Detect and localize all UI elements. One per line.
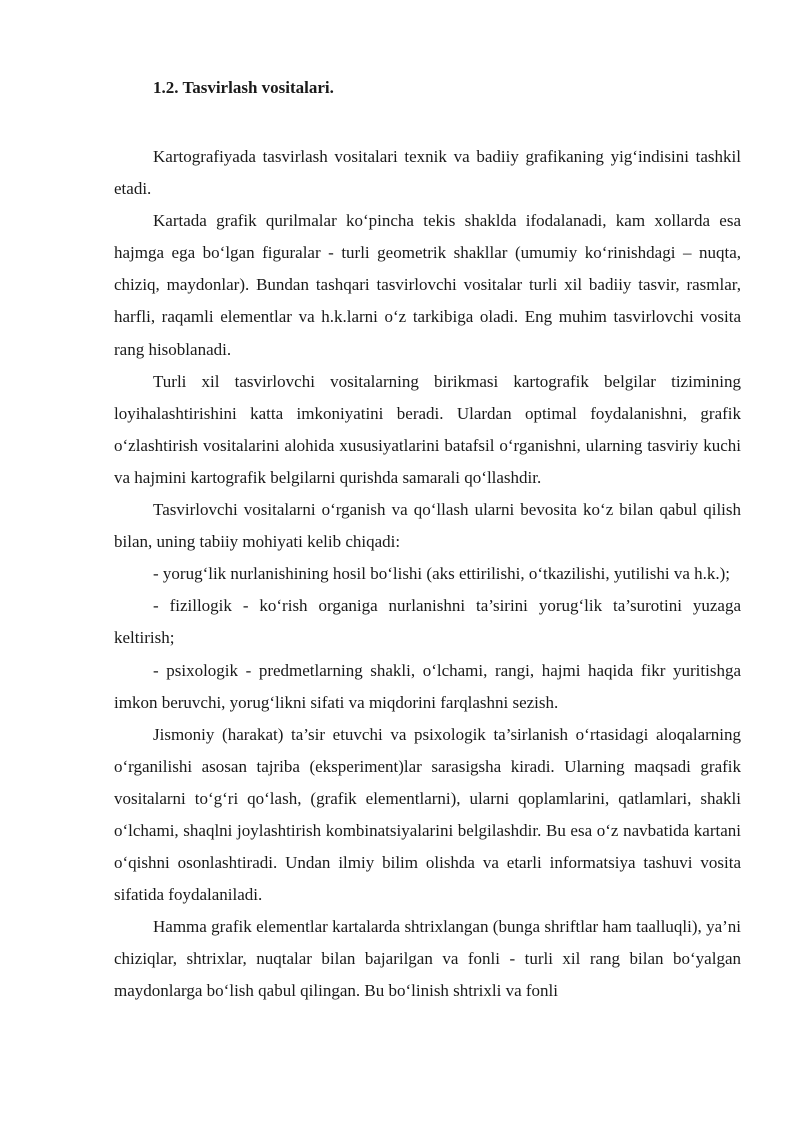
paragraph-combination: Turli xil tasvirlovchi vositalarning birikmasi kartografik belgilar tizimining loyihalashtirishini katta imkoniyatini beradi. Ulardan optimal foydalanishni, grafik o‘zlashtirish vositalarini alohida xususiyatlarini batafsil o‘rganishni, ularning tasviriy kuchi va hajmini kartografik belgilarni qurishda samarali qo‘llashdir. — [114, 371, 741, 487]
section-heading: 1.2. Tasvirlash vositalari. — [153, 78, 334, 97]
paragraph-perception: Tasvirlovchi vositalarni o‘rganish va qo‘llash ularni bevosita ko‘z bilan qabul qilish bilan, uning tabiiy mohiyati kelib chiqadi: — [114, 500, 741, 552]
list-item-physiological: - fizillogik - ko‘rish organiga nurlanishni ta’sirini yorug‘lik ta’surotini yuzaga keltirish; — [114, 596, 741, 648]
paragraph-graphic-devices: Kartada grafik qurilmalar ko‘pincha tekis shaklda ifodalanadi, kam xollarda esa hajmga ega bo‘lgan figuralar - turli geometrik shakllar (umumiy ko‘rinishdagi – nuqta, chiziq, maydonlar). Bundan tashqari tasvirlovchi vositalar turli xil badiiy tasvir, rasmlar, harfli, raqamli elementlar va h.k.larni o‘z tarkibiga oladi. Eng muhim tasvirlovchi vosita rang hisoblanadi. — [114, 211, 741, 359]
paragraph-experiments: Jismoniy (harakat) ta’sir etuvchi va psixologik ta’sirlanish o‘rtasidagi aloqalarning o‘rganilishi asosan tajriba (eksperiment)lar sarasigsha kiradi. Ularning maqsadi grafik vositalarni to‘g‘ri qo‘lash, (grafik elementlarni), ularni qoplamlarini, qatlamlari, shakli o‘lchami, shaqlni joylashtirish kombinatsiyalarini belgilashdir. Bu esa o‘z navbatida kartani o‘qishni osonlashtiradi. Undan ilmiy bilim olishda va etarli informatsiya tashuvi vosita sifatida foydalaniladi. — [114, 724, 741, 905]
paragraph-graphic-elements: Hamma grafik elementlar kartalarda shtrixlangan (bunga shriftlar ham taalluqli), ya’ni chiziqlar, shtrixlar, nuqtalar bilan bajarilgan va fonli - turli xil rang bilan bo‘yalgan maydonlarga bo‘lish qabul qilingan. Bu bo‘linish shtrixli va fonli — [114, 917, 741, 1001]
list-item-psychological: - psixologik - predmetlarning shakli, o‘lchami, rangi, hajmi haqida fikr yuritishga imkon beruvchi, yorug‘likni sifati va miqdorini farqlashni sezish. — [114, 660, 741, 712]
body-text — [114, 141, 741, 1008]
paragraph-intro: Kartografiyada tasvirlash vositalari texnik va badiiy grafikaning yig‘indisini tashkil etadi. — [114, 147, 741, 199]
list-item-light: - yorug‘lik nurlanishining hosil bo‘lishi (aks ettirilishi, o‘tkazilishi, yutilishi va h.k.); — [153, 564, 731, 584]
